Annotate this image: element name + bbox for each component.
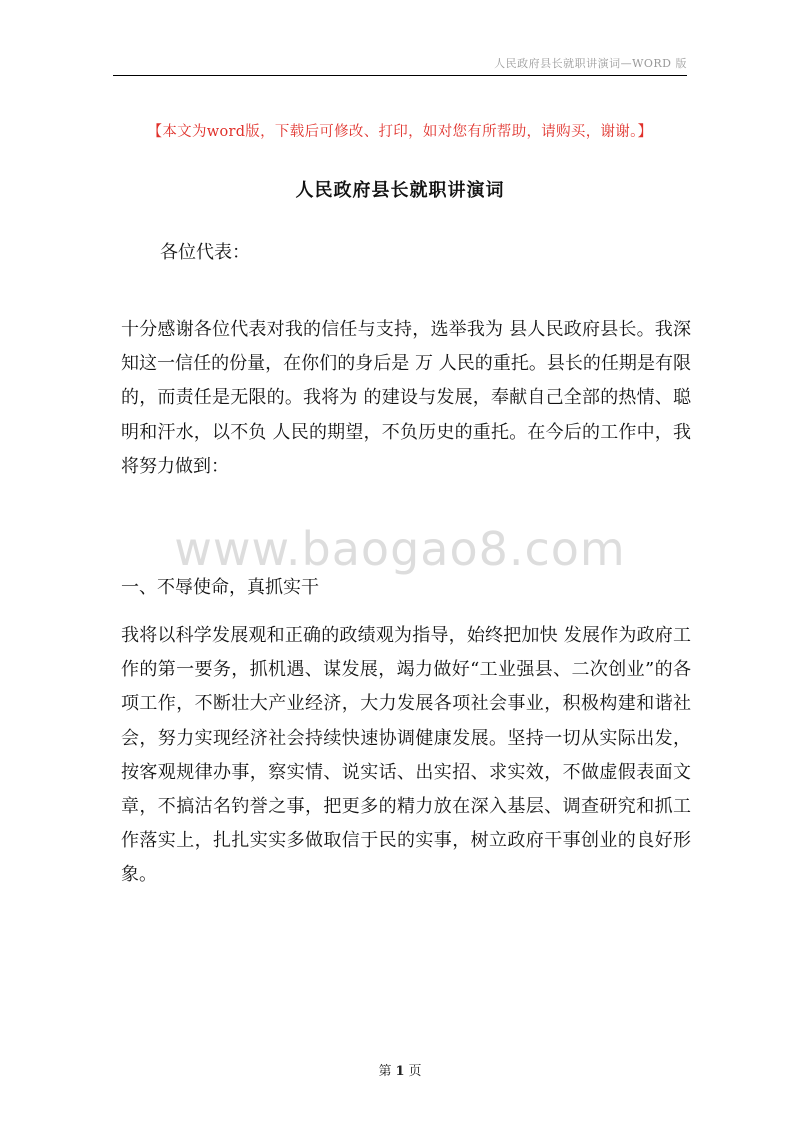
header-divider [113, 75, 687, 76]
watermark: www.baogao8.com [174, 522, 626, 576]
purchase-notice: 【本文为word版，下载后可修改、打印，如对您有所帮助，请购买，谢谢。】 [147, 124, 653, 140]
salutation: 各位代表： [160, 242, 250, 263]
footer-prefix: 第 [378, 1064, 392, 1079]
page-footer [0, 1060, 800, 1079]
page-header-title: 人民政府县长就职讲演词—WORD 版 [494, 57, 687, 70]
section-heading-1: 一、不辱使命，真抓实干 [121, 577, 319, 598]
page-number: 1 [395, 1064, 405, 1079]
paragraph-intro: 十分感谢各位代表对我的信任与支持，选举我为 县人民政府县长。我深知这一信任的份量，在你们的身后是 万 人民的重托。县长的任期是有限的，而责任是无限的。我将为 的建设与发展，奉献自己全部的热情、聪明和汗水，以不负 人民的期望，不负历史的重托。在今后的工作中，我将努力做到： [121, 319, 691, 477]
paragraph-section-1: 我将以科学发展观和正确的政绩观为指导，始终把加快 发展作为政府工作的第一要务，抓机遇、谋发展，竭力做好“工业强县、二次创业”的各项工作，不断壮大产业经济，大力发展各项社会事业，积极构建和谐社会，努力实现经济社会持续快速协调健康发展。坚持一切从实际出发，按客观规律办事，察实情、说实话、出实招、求实效，不做虚假表面文章，不搞沽名钓誉之事，把更多的精力放在深入基层、调查研究和抓工作落实上，扎扎实实多做取信于民的实事，树立政府干事创业的良好形象。 [121, 625, 691, 886]
footer-suffix: 页 [408, 1064, 422, 1079]
document-title: 人民政府县长就职讲演词 [295, 180, 505, 201]
